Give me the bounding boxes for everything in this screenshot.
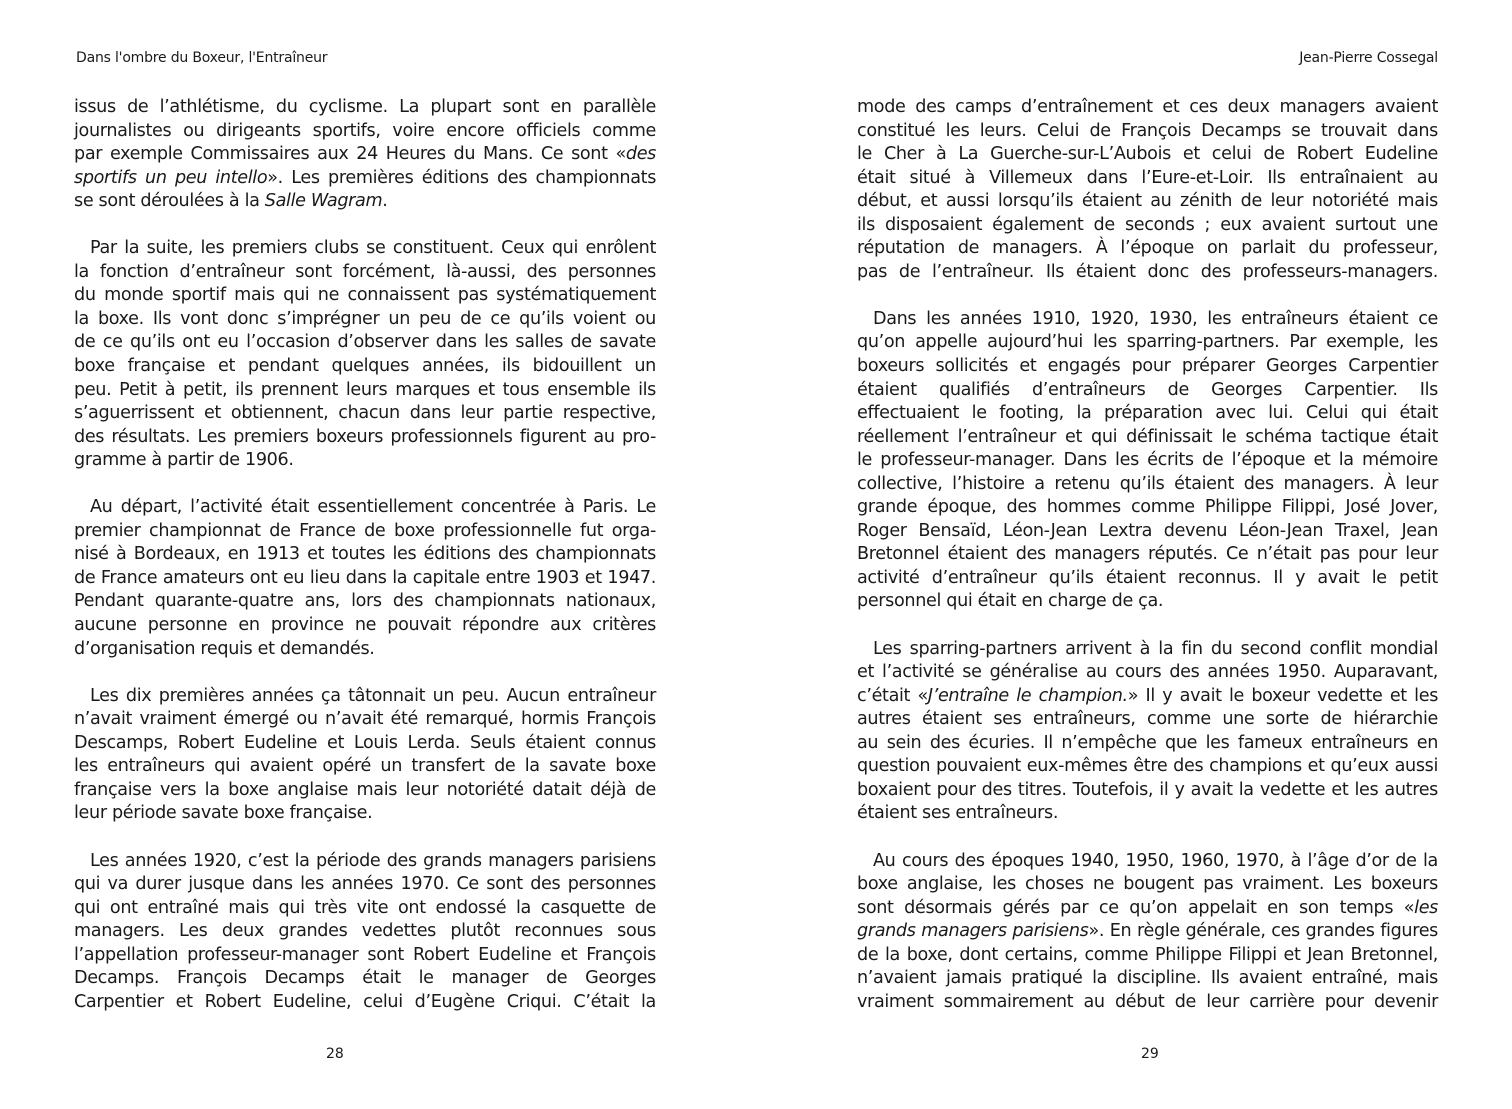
text-line: aucune personne en province ne pouvait répondre aux critères (74, 615, 656, 636)
text-line: Dans les années 1910, 1920, 1930, les entraîneurs étaient ce (873, 308, 1438, 329)
paragraph (74, 850, 656, 1015)
text-line: autres étaient ses entraîneurs, comme une sorte de hiérarchie (857, 709, 1438, 730)
text-line: managers. Les deux grandes vedettes plutôt reconnues sous (74, 921, 656, 942)
text-line: effectuaient le footing, la préparation avec lui. Celui qui était (857, 403, 1438, 424)
text-line: d’organisation requis et demandés. (74, 638, 375, 659)
text-line: pas de l’entraîneur. Ils étaient donc des professeurs-managers. (857, 261, 1438, 282)
text-line: Roger Bensaïd, Léon-Jean Lextra devenu Léon-Jean Traxel, Jean (857, 520, 1438, 541)
text-line: Bretonnel étaient des managers réputés. Ce n’était pas pour leur (857, 544, 1438, 565)
paragraph (857, 308, 1438, 614)
text-line: au sein des écuries. Il n’empêche que les fameux entraîneurs en (857, 732, 1438, 753)
text-line: début, et aussi lorsqu’ils étaient au zénith de leur notoriété mais (857, 191, 1438, 212)
paragraph (74, 96, 656, 214)
paragraph (74, 685, 656, 826)
text-line: le professeur-manager. Dans les écrits de l’époque et la mémoire (857, 450, 1438, 471)
text-line: grands managers parisiens». En règle générale, ces grandes figures (857, 921, 1438, 942)
text-line: boxe française et pendant quelques années, ils bidouillent un (74, 356, 656, 377)
text-line: issus de l’athlétisme, du cyclisme. La plupart sont en parallèle (74, 97, 656, 117)
text-line: premier championnat de France de boxe professionnelle fut orga- (74, 520, 656, 541)
italic-phrase: les (1414, 897, 1438, 918)
text-line: par exemple Commissaires aux 24 Heures du Mans. Ce sont «des (74, 144, 656, 165)
text-line: le Cher à La Guerche-sur-L’Aubois et celui de Robert Eudeline (857, 144, 1438, 165)
text-line: qui ont entraîné mais qui très vite ont endossé la casquette de (74, 897, 656, 918)
text-line: Decamps. François Decamps était le manager de Georges (74, 968, 656, 989)
text-line: Par la suite, les premiers clubs se constituent. Ceux qui enrôlent (90, 238, 656, 259)
text-line: Les années 1920, c’est la période des grands managers parisiens (90, 850, 656, 871)
text-line: boxaient pour des titres. Toutefois, il y avait la vedette et les autres (857, 779, 1438, 800)
text-line: étaient ses entraîneurs. (857, 803, 1059, 824)
paragraph (857, 638, 1438, 826)
text-line: l’appellation professeur-manager sont Robert Eudeline et François (74, 944, 656, 965)
text-line: boxe anglaise, les choses ne bougent pas vraiment. Les boxeurs (857, 874, 1438, 895)
text-line: Au départ, l’activité était essentiellement concentrée à Paris. Le (90, 497, 656, 518)
paragraph (857, 96, 1438, 284)
text-line: Les dix premières années ça tâtonnait un peu. Aucun entraîneur (90, 685, 656, 706)
body-text (74, 96, 656, 1038)
text-line: étaient qualifiés d’entraîneurs de Georges Carpentier. Ils (857, 379, 1438, 400)
paragraph (74, 496, 656, 661)
text-line: mode des camps d’entraînement et ces deux managers avaient (857, 97, 1438, 117)
text-line: réputation de managers. À l’époque on parlait du professeur, (857, 238, 1438, 259)
text-line: gramme à partir de 1906. (74, 450, 294, 471)
italic-phrase: grands managers parisiens (857, 921, 1089, 942)
text-line: réellement l’entraîneur et qui définissait le schéma tactique était (857, 426, 1438, 447)
text-line: de la boxe, dont certains, comme Philippe Filippi et Jean Bretonnel, (857, 944, 1438, 965)
text-line: la boxe. Ils vont donc s’imprégner un peu de ce qu’ils voient ou (74, 308, 656, 329)
body-text (857, 96, 1438, 1038)
italic-phrase: sportifs un peu intello (74, 167, 268, 188)
text-line: de France amateurs ont eu lieu dans la capitale entre 1903 et 1947. (74, 567, 656, 588)
text-line: du monde sportif mais qui ne connaissent pas systématiquement (74, 285, 656, 306)
text-line: constitué les leurs. Celui de François Decamps se trouvait dans (857, 120, 1438, 141)
italic-phrase: J’entraîne le champion. (927, 685, 1128, 706)
paragraph (857, 850, 1438, 1015)
text-line: qui va durer jusque dans les années 1970. Ce sont des personnes (74, 874, 656, 895)
text-line: qu’on appelle aujourd’hui les sparring-partners. Par exemple, les (857, 332, 1438, 353)
text-line: de ce qu’ils ont eu l’occasion d’observer dans les salles de savate (74, 332, 656, 353)
text-line: des résultats. Les premiers boxeurs professionnels figurent au pro- (74, 426, 656, 447)
text-line: c’était «J’entraîne le champion.» Il y avait le boxeur vedette et les (857, 685, 1439, 706)
text-line: française vers la boxe anglaise mais leur notoriété datait déjà de (74, 779, 656, 800)
text-line: n’avaient jamais pratiqué la discipline. Ils avaient entraîné, mais (857, 968, 1438, 989)
text-line: Les sparring-partners arrivent à la fin du second conflit mondial (873, 638, 1438, 659)
text-line: ils disposaient également de seconds ; eux avaient surtout une (857, 214, 1438, 235)
text-line: et l’activité se généralise au cours des années 1950. Auparavant, (857, 662, 1438, 683)
text-line: collective, l’histoire a retenu qu’ils étaient des managers. À leur (857, 473, 1438, 494)
text-line: Descamps, Robert Eudeline et Louis Lerda. Seuls étaient connus (74, 732, 656, 753)
text-line: personnel qui était en charge de ça. (857, 591, 1164, 612)
text-line: activité d’entraîneur qu’ils étaient reconnus. Il y avait le petit (857, 567, 1438, 588)
text-line: n’avait vraiment émergé ou n’avait été remarqué, hormis François (74, 709, 656, 730)
text-line: peu. Petit à petit, ils prennent leurs marques et tous ensemble ils (74, 379, 656, 400)
text-line: Pendant quarante-quatre ans, lors des championnats nationaux, (74, 591, 656, 612)
text-line: Au cours des époques 1940, 1950, 1960, 1970, à l’âge d’or de la (873, 850, 1438, 871)
text-line: les entraîneurs qui avaient opéré un transfert de la savate boxe (74, 756, 656, 777)
text-line: s’aguerrissent et obtiennent, chacun dans leur partie respective, (74, 403, 656, 424)
text-line: vraiment sommairement au début de leur carrière pour devenir (857, 991, 1438, 1012)
text-line: la fonction d’entraîneur sont forcément, là-aussi, des personnes (74, 261, 656, 282)
text-line: sont désormais gérés par ce qu’on appelait en son temps «les (857, 897, 1438, 918)
text-line: question pouvaient eux-mêmes être des champions et qu’eux aussi (857, 756, 1438, 777)
text-line: sportifs un peu intello». Les premières éditions des championnats (74, 167, 657, 188)
text-line: était situé à Villemeux dans l’Eure-et-Loir. Ils entraînaient au (857, 167, 1438, 188)
right-page (756, 0, 1512, 1109)
page-number: 28 (326, 1046, 344, 1062)
text-line: boxeurs sollicités et engagés pour préparer Georges Carpentier (857, 356, 1438, 377)
italic-phrase: Salle Wagram (264, 191, 383, 212)
running-head-book-title: Dans l'ombre du Boxeur, l'Entraîneur (76, 50, 328, 66)
paragraph (74, 237, 656, 472)
text-line: journalistes ou dirigeants sportifs, voire encore officiels comme (74, 120, 656, 141)
text-line: se sont déroulées à la Salle Wagram. (74, 191, 388, 212)
page-number: 29 (1141, 1046, 1159, 1062)
text-line: grande époque, des hommes comme Philippe Filippi, José Jover, (857, 497, 1438, 518)
running-head-author: Jean-Pierre Cossegal (1299, 50, 1438, 66)
text-line: nisé à Bordeaux, en 1913 et toutes les éditions des championnats (74, 544, 656, 565)
text-line: leur période savate boxe française. (74, 803, 373, 824)
italic-phrase: des (625, 144, 656, 165)
text-line: Carpentier et Robert Eudeline, celui d’Eugène Criqui. C’était la (74, 991, 656, 1012)
